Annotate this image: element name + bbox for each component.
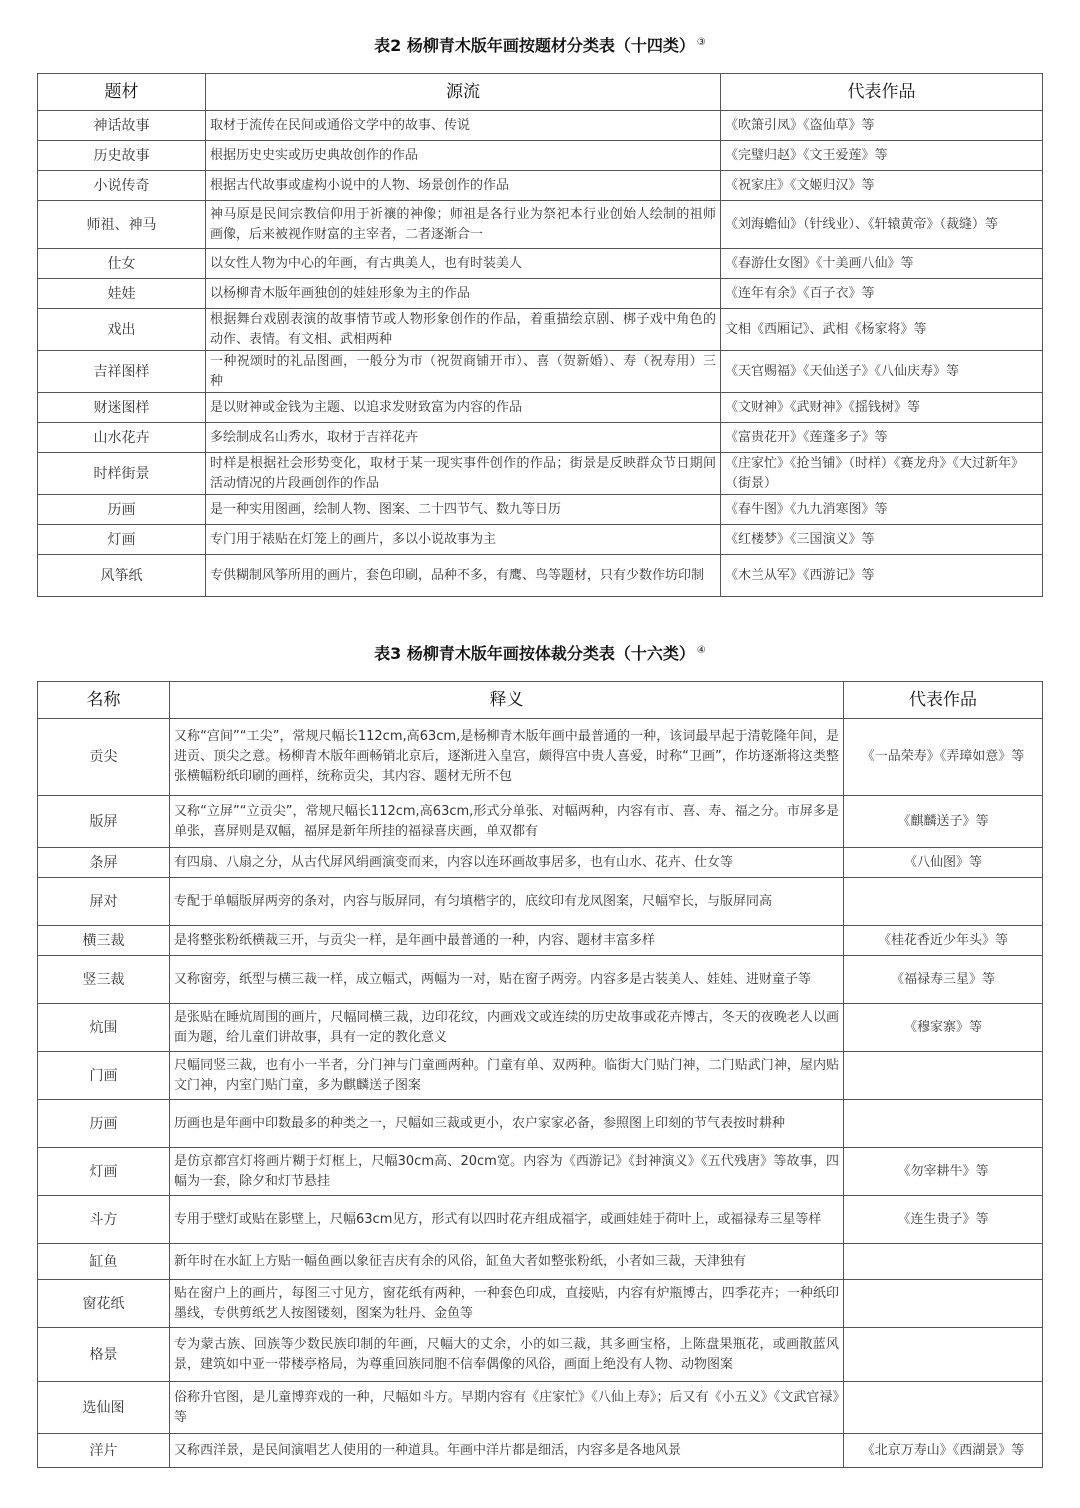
format-name-cell: 贡尖 [38, 719, 170, 796]
origin-cell: 取材于流传在民间或通俗文学中的故事、传说 [206, 111, 721, 141]
format-name-cell: 横三裁 [38, 926, 170, 956]
subject-cell: 师祖、神马 [38, 201, 206, 249]
origin-cell: 是以财神或金钱为主题、以追求发财致富为内容的作品 [206, 393, 721, 423]
format-name-cell: 门画 [38, 1052, 170, 1100]
table-row [38, 1434, 1043, 1468]
format-name-cell: 历画 [38, 1100, 170, 1148]
column-header: 题材 [38, 74, 206, 111]
table-row [38, 1148, 1043, 1196]
table-header-row [38, 74, 1043, 111]
table-row [38, 525, 1043, 555]
column-header: 源流 [206, 74, 721, 111]
table-row [38, 171, 1043, 201]
origin-cell: 以女性人物为中心的年画，有古典美人，也有时装美人 [206, 249, 721, 279]
works-cell [844, 1244, 1043, 1280]
table3-caption: 表3 杨柳青木版年画按体裁分类表（十六类） ④ [374, 644, 706, 663]
subject-classification-table [37, 73, 1043, 597]
table-row [38, 848, 1043, 878]
table-row [38, 878, 1043, 926]
works-cell: 文相《西厢记》、武相《杨家将》等 [721, 309, 1043, 351]
works-cell: 《吹箫引凤》《盗仙草》等 [721, 111, 1043, 141]
origin-cell: 时样是根据社会形势变化，取材于某一现实事件创作的作品；街景是反映群众节日期间活动情况的片段画创作的作品 [206, 453, 721, 495]
format-name-cell: 斗方 [38, 1196, 170, 1244]
definition-cell: 俗称升官图，是儿童博弈戏的一种，尺幅如斗方。早期内容有《庄家忙》《八仙上寿》；后又有《小五义》《文武官禄》等 [170, 1382, 844, 1434]
origin-cell: 专供糊制风筝所用的画片，套色印刷，品种不多，有鹰、鸟等题材，只有少数作坊印制 [206, 555, 721, 597]
format-name-cell: 条屏 [38, 848, 170, 878]
format-name-cell: 灯画 [38, 1148, 170, 1196]
works-cell [844, 1280, 1043, 1328]
definition-cell: 是仿京都宫灯将画片糊于灯框上，尺幅30cm高、20cm宽。内容为《西游记》《封神演义》《五代残唐》等故事，四幅为一套，除夕和灯节悬挂 [170, 1148, 844, 1196]
column-header: 名称 [38, 682, 170, 719]
table-row [38, 1004, 1043, 1052]
works-cell: 《春游仕女图》《十美画八仙》等 [721, 249, 1043, 279]
works-cell: 《完璧归赵》《文王爱莲》等 [721, 141, 1043, 171]
works-cell: 《一品荣寿》《弄璋如意》等 [844, 719, 1043, 796]
origin-cell: 多绘制成名山秀水，取材于吉祥花卉 [206, 423, 721, 453]
table-row [38, 1244, 1043, 1280]
subject-cell: 娃娃 [38, 279, 206, 309]
table-row [38, 279, 1043, 309]
works-cell: 《春牛图》《九九消寒图》等 [721, 495, 1043, 525]
works-cell [844, 1328, 1043, 1382]
definition-cell: 尺幅同竖三裁，也有小一半者，分门神与门童画两种。门童有单、双两种。临街大门贴门神，二门贴武门神，屋内贴文门神，内室门贴门童，多为麒麟送子图案 [170, 1052, 844, 1100]
works-cell: 《桂花香近少年头》等 [844, 926, 1043, 956]
works-cell: 《勿宰耕牛》等 [844, 1148, 1043, 1196]
column-header: 代表作品 [721, 74, 1043, 111]
works-cell [844, 878, 1043, 926]
origin-cell: 根据古代故事或虚构小说中的人物、场景创作的作品 [206, 171, 721, 201]
works-cell: 《福禄寿三星》等 [844, 956, 1043, 1004]
table-row [38, 719, 1043, 796]
subject-cell: 小说传奇 [38, 171, 206, 201]
table-row [38, 453, 1043, 495]
works-cell: 《天官赐福》《天仙送子》《八仙庆寿》等 [721, 351, 1043, 393]
table-row [38, 111, 1043, 141]
footnote-marker: ③ [696, 36, 706, 48]
subject-cell: 神话故事 [38, 111, 206, 141]
format-classification-table [37, 681, 1043, 1468]
works-cell: 《麒麟送子》等 [844, 796, 1043, 848]
table-row [38, 423, 1043, 453]
definition-cell: 历画也是年画中印数最多的种类之一，尺幅如三裁或更小，农户家家必备，参照图上印刻的节气表按时耕种 [170, 1100, 844, 1148]
table-row [38, 1382, 1043, 1434]
works-cell [844, 1052, 1043, 1100]
works-cell: 《北京万寿山》《西湖景》等 [844, 1434, 1043, 1468]
works-cell: 《庄家忙》《抢当铺》（时样）《赛龙舟》《大过新年》（街景） [721, 453, 1043, 495]
format-name-cell: 选仙图 [38, 1382, 170, 1434]
table-row [38, 1280, 1043, 1328]
subject-cell: 戏出 [38, 309, 206, 351]
format-name-cell: 格景 [38, 1328, 170, 1382]
table-header-row [38, 682, 1043, 719]
table-row [38, 393, 1043, 423]
table-row [38, 201, 1043, 249]
footnote-marker: ④ [696, 644, 706, 656]
table-row [38, 1328, 1043, 1382]
column-header: 代表作品 [844, 682, 1043, 719]
origin-cell: 根据历史史实或历史典故创作的作品 [206, 141, 721, 171]
table-row [38, 796, 1043, 848]
definition-cell: 新年时在水缸上方贴一幅鱼画以象征吉庆有余的风俗，缸鱼大者如整张粉纸，小者如三裁，天津独有 [170, 1244, 844, 1280]
origin-cell: 根据舞台戏剧表演的故事情节或人物形象创作的作品，着重描绘京剧、梆子戏中角色的动作、表情。有文相、武相两种 [206, 309, 721, 351]
works-cell: 《刘海蟾仙》（针线业）、《轩辕黄帝》（裁缝）等 [721, 201, 1043, 249]
subject-cell: 仕女 [38, 249, 206, 279]
format-name-cell: 洋片 [38, 1434, 170, 1468]
table-row [38, 956, 1043, 1004]
definition-cell: 是将整张粉纸横裁三开，与贡尖一样，是年画中最普通的一种，内容、题材丰富多样 [170, 926, 844, 956]
definition-cell: 专配于单幅版屏两旁的条对，内容与版屏同，有匀填楷字的，底纹印有龙凤图案，尺幅窄长，与版屏同高 [170, 878, 844, 926]
definition-cell: 又称“宫间”“工尖”，常规尺幅长112cm,高63cm,是杨柳青木版年画中最普通的一种，该词最早起于清乾隆年间，是进贡、顶尖之意。杨柳青木版年画畅销北京后，逐渐进入皇宫，颇得宫中贵人喜爱，时称“卫画”，作坊逐渐将这类整张横幅粉纸印刷的画样，统称贡尖，其内容、题材无所不包 [170, 719, 844, 796]
table-row [38, 1100, 1043, 1148]
table-row [38, 495, 1043, 525]
subject-cell: 历画 [38, 495, 206, 525]
origin-cell: 专门用于裱贴在灯笼上的画片，多以小说故事为主 [206, 525, 721, 555]
origin-cell: 神马原是民间宗教信仰用于祈禳的神像；师祖是各行业为祭祀本行业创始人绘制的祖师画像，后来被视作财富的主宰者，二者逐渐合一 [206, 201, 721, 249]
works-cell: 《文财神》《武财神》《摇钱树》等 [721, 393, 1043, 423]
table-row [38, 141, 1043, 171]
subject-cell: 山水花卉 [38, 423, 206, 453]
table-row [38, 555, 1043, 597]
table-row [38, 309, 1043, 351]
format-name-cell: 版屏 [38, 796, 170, 848]
subject-cell: 历史故事 [38, 141, 206, 171]
definition-cell: 又称窗旁，纸型与横三裁一样，成立幅式，两幅为一对，贴在窗子两旁。内容多是古装美人、娃娃、进财童子等 [170, 956, 844, 1004]
definition-cell: 专用于壁灯或贴在影壁上，尺幅63cm见方，形式有以四时花卉组成福字，或画娃娃于荷叶上，或福禄寿三星等样 [170, 1196, 844, 1244]
works-cell: 《八仙图》等 [844, 848, 1043, 878]
definition-cell: 有四扇、八扇之分，从古代屏风绢画演变而来，内容以连环画故事居多，也有山水、花卉、仕女等 [170, 848, 844, 878]
subject-cell: 灯画 [38, 525, 206, 555]
table-row [38, 249, 1043, 279]
origin-cell: 一种祝颂时的礼品图画，一般分为市（祝贺商铺开市）、喜（贺新婚）、寿（祝寿用）三种 [206, 351, 721, 393]
subject-cell: 财迷图样 [38, 393, 206, 423]
definition-cell: 又称“立屏”“立贡尖”，常规尺幅长112cm,高63cm,形式分单张、对幅两种，内容有市、喜、寿、福之分。市屏多是单张，喜屏则是双幅，福屏是新年所挂的福禄喜庆画，单双都有 [170, 796, 844, 848]
table-row [38, 1196, 1043, 1244]
table-row [38, 351, 1043, 393]
subject-cell: 时样街景 [38, 453, 206, 495]
works-cell [844, 1382, 1043, 1434]
table-row [38, 1052, 1043, 1100]
origin-cell: 是一种实用图画，绘制人物、图案、二十四节气、数九等日历 [206, 495, 721, 525]
works-cell: 《连年有余》《百子衣》等 [721, 279, 1043, 309]
subject-cell: 风筝纸 [38, 555, 206, 597]
definition-cell: 是张贴在睡炕周围的画片，尺幅同横三裁，边印花纹，内画戏文或连续的历史故事或花卉博古，冬天的夜晚老人以画面为题，给儿童们讲故事，具有一定的教化意义 [170, 1004, 844, 1052]
table2-caption: 表2 杨柳青木版年画按题材分类表（十四类） ③ [374, 36, 706, 55]
definition-cell: 专为蒙古族、回族等少数民族印制的年画，尺幅大的丈余，小的如三裁，其多画宝格，上陈盘果瓶花，或画散蓝风景，建筑如中亚一带楼亭格局，为尊重回族同胞不信奉偶像的风俗，画面上绝没有人物、动物图案 [170, 1328, 844, 1382]
origin-cell: 以杨柳青木版年画独创的娃娃形象为主的作品 [206, 279, 721, 309]
works-cell: 《祝家庄》《文姬归汉》等 [721, 171, 1043, 201]
table-row [38, 926, 1043, 956]
definition-cell: 贴在窗户上的画片，每图三寸见方，窗花纸有两种，一种套色印成，直接贴，内容有炉瓶博古，四季花卉；一种纸印墨线，专供剪纸艺人按图镂刻，图案为牡丹、金鱼等 [170, 1280, 844, 1328]
format-name-cell: 炕围 [38, 1004, 170, 1052]
definition-cell: 又称西洋景，是民间演唱艺人使用的一种道具。年画中洋片都是细活，内容多是各地风景 [170, 1434, 844, 1468]
subject-cell: 吉祥图样 [38, 351, 206, 393]
works-cell: 《穆家寨》等 [844, 1004, 1043, 1052]
format-name-cell: 窗花纸 [38, 1280, 170, 1328]
works-cell: 《红楼梦》《三国演义》等 [721, 525, 1043, 555]
format-name-cell: 竖三裁 [38, 956, 170, 1004]
format-name-cell: 缸鱼 [38, 1244, 170, 1280]
works-cell [844, 1100, 1043, 1148]
format-name-cell: 屏对 [38, 878, 170, 926]
column-header: 释义 [170, 682, 844, 719]
works-cell: 《连生贵子》等 [844, 1196, 1043, 1244]
works-cell: 《木兰从军》《西游记》等 [721, 555, 1043, 597]
works-cell: 《富贵花开》《莲蓬多子》等 [721, 423, 1043, 453]
